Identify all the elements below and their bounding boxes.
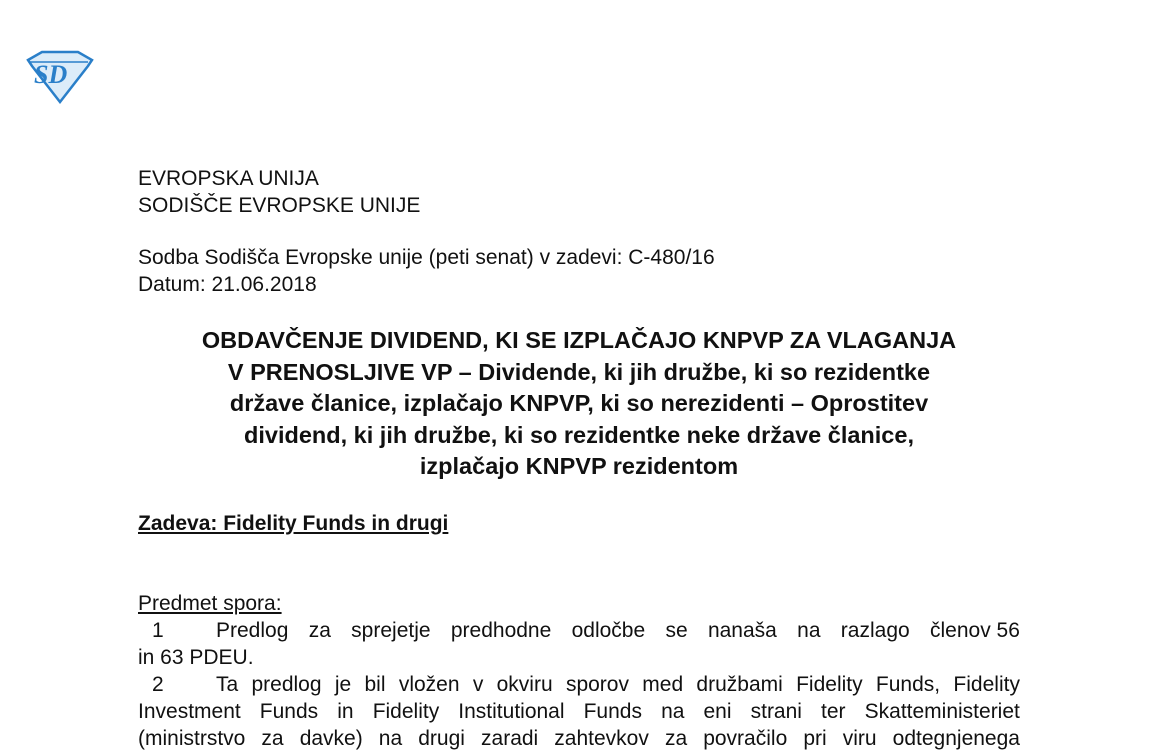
judgment-date: Datum: 21.06.2018: [138, 273, 317, 296]
word: za: [261, 727, 284, 750]
word: Funds: [259, 700, 319, 723]
title-line: V PRENOSLJIVE VP – Dividende, ki jih družbe, ki so rezidentke: [227, 358, 931, 385]
word: Skatteministeriet: [864, 700, 1020, 723]
word: ter: [821, 700, 846, 723]
word: sporov: [565, 673, 629, 696]
justified-line: [138, 671, 1020, 698]
case-reference: Sodba Sodišča Evropske unije (peti senat) v zadevi: C-480/16: [138, 246, 715, 269]
case-info: [138, 244, 715, 298]
word: Fidelity: [953, 673, 1020, 696]
paragraph-number: 2: [152, 673, 164, 696]
justified-line: [138, 725, 1020, 752]
justified-line: [138, 698, 1020, 725]
word: Fidelity: [372, 700, 440, 723]
document-title: [138, 325, 1020, 483]
title-line: države članice, izplačajo KNPVP, ki so nerezidenti – Oprostitev: [229, 390, 929, 416]
word: bil: [364, 673, 386, 696]
word: je: [334, 673, 352, 696]
paragraph-1: [138, 617, 1020, 671]
word: odločbe: [571, 619, 646, 642]
word: zaradi: [481, 727, 539, 750]
word: členov 56: [929, 619, 1020, 642]
sd-logo: [22, 50, 96, 104]
word: drugi: [418, 727, 465, 750]
word: nanaša: [707, 619, 777, 642]
word: viru: [842, 727, 877, 750]
word: na: [797, 619, 821, 642]
word: sprejetje: [351, 619, 431, 642]
word: družbami: [696, 673, 783, 696]
word: pri: [803, 727, 827, 750]
word: predhodne: [450, 619, 552, 642]
word: (ministrstvo: [138, 727, 246, 750]
word: zahtevkov: [554, 727, 649, 750]
justified-line: [138, 617, 1020, 644]
word: se: [665, 619, 688, 642]
word: eni: [703, 700, 732, 723]
word: Institutional: [458, 700, 565, 723]
word: med: [642, 673, 684, 696]
paragraph-line: in 63 PDEU.: [138, 646, 254, 669]
svg-text:SD: SD: [34, 60, 68, 89]
word: Funds,: [875, 673, 941, 696]
title-line: dividend, ki jih družbe, ki so rezidentke neke države članice,: [244, 421, 914, 448]
word: strani: [750, 700, 802, 723]
word: Investment: [138, 700, 241, 723]
word: razlago: [840, 619, 910, 642]
word: Fidelity: [796, 673, 863, 696]
word: Ta: [216, 673, 239, 696]
title-line: izplačajo KNPVP rezidentom: [419, 453, 739, 479]
case-subject: Zadeva: Fidelity Funds in drugi: [138, 512, 449, 535]
word: predlog: [251, 673, 322, 696]
word: odtegnjenega: [892, 727, 1020, 750]
header-line-eu: EVROPSKA UNIJA: [138, 167, 319, 190]
word: in: [337, 700, 354, 723]
court-header: [138, 165, 420, 219]
title-line: OBDAVČENJE DIVIDEND, KI SE IZPLAČAJO KNPVP ZA VLAGANJA: [201, 327, 957, 353]
word: za: [308, 619, 331, 642]
section-heading: Predmet spora:: [138, 592, 282, 615]
word: za: [664, 727, 688, 750]
word: Funds: [583, 700, 642, 723]
paragraph-2: [138, 671, 1020, 752]
numbered-lead: [138, 617, 288, 644]
word: okviru: [496, 673, 553, 696]
word: davke): [299, 727, 363, 750]
word: na: [661, 700, 685, 723]
paragraph-number: 1: [152, 619, 164, 642]
word: Predlog: [216, 619, 289, 642]
word: vložen: [398, 673, 460, 696]
word: povračilo: [703, 727, 788, 750]
word: na: [378, 727, 403, 750]
header-line-court: SODIŠČE EVROPSKE UNIJE: [138, 194, 421, 217]
word: v: [472, 673, 484, 696]
numbered-lead: [138, 671, 238, 698]
